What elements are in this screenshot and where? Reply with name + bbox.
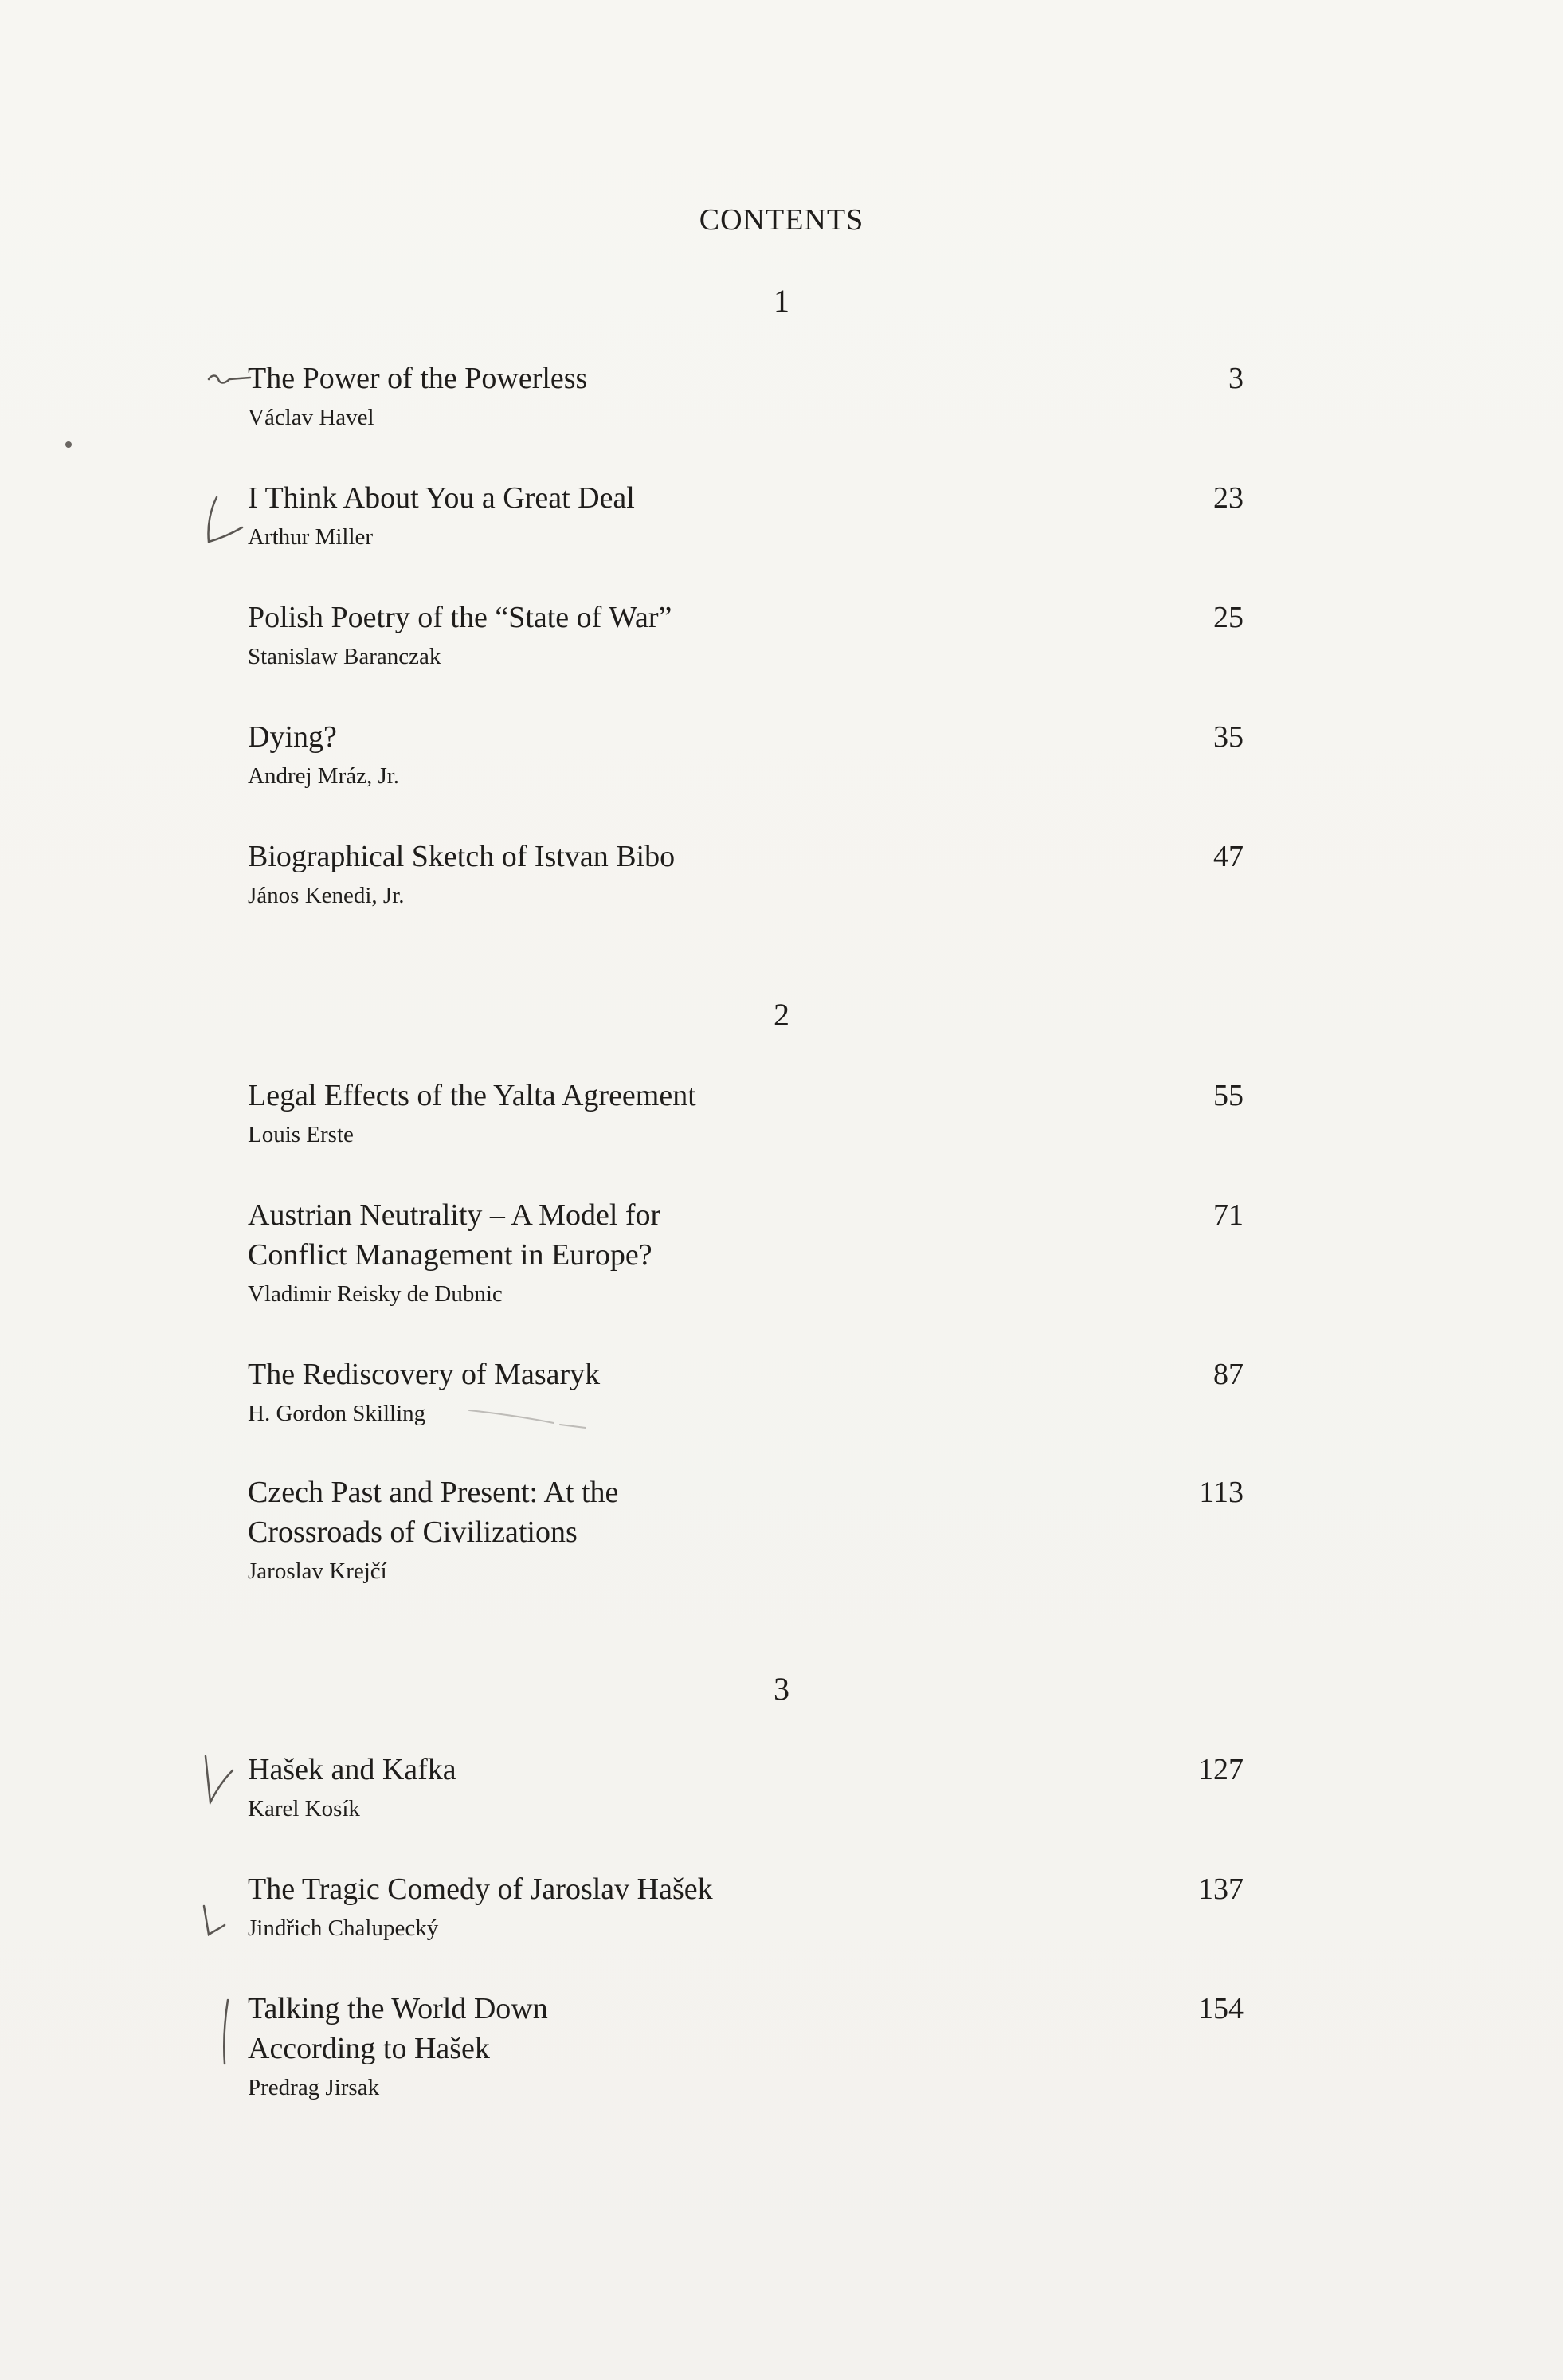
entry-author: János Kenedi, Jr. bbox=[248, 883, 405, 908]
pencil-tick-mark-icon bbox=[199, 494, 247, 550]
entry-author: Louis Erste bbox=[248, 1122, 354, 1147]
entry-page-number: 25 bbox=[1213, 601, 1244, 634]
entry-title: Legal Effects of the Yalta Agreement bbox=[248, 1079, 696, 1112]
entry-author: Václav Havel bbox=[248, 405, 374, 430]
pencil-tick-mark-icon bbox=[206, 363, 253, 395]
ink-dot-icon bbox=[64, 440, 73, 449]
entry-title: Talking the World Down According to Hašek bbox=[248, 1992, 548, 2065]
entry-title: The Rediscovery of Masaryk bbox=[248, 1358, 601, 1391]
entry-author: Predrag Jirsak bbox=[248, 2075, 380, 2100]
entry-page-number: 55 bbox=[1213, 1079, 1244, 1112]
entry-title: I Think About You a Great Deal bbox=[248, 481, 635, 515]
entry-title: The Power of the Powerless bbox=[248, 362, 588, 395]
toc-entry bbox=[248, 598, 1244, 674]
toc-entry bbox=[248, 359, 1244, 435]
entry-title: Polish Poetry of the “State of War” bbox=[248, 601, 672, 634]
entry-author: Karel Kosík bbox=[248, 1796, 360, 1821]
section-number: 1 bbox=[774, 283, 789, 319]
section-number: 3 bbox=[774, 1671, 789, 1707]
entry-author: Andrej Mráz, Jr. bbox=[248, 763, 400, 789]
toc-entry bbox=[248, 1869, 1244, 1946]
entry-page-number: 3 bbox=[1228, 362, 1244, 395]
entry-title: Dying? bbox=[248, 720, 337, 754]
entry-page-number: 35 bbox=[1213, 720, 1244, 754]
toc-entry bbox=[248, 478, 1244, 555]
entry-page-number: 127 bbox=[1198, 1753, 1244, 1786]
entry-title: Biographical Sketch of Istvan Bibo bbox=[248, 840, 676, 873]
toc-entry bbox=[248, 717, 1244, 794]
toc-entry bbox=[248, 837, 1244, 913]
pencil-tick-mark-icon bbox=[198, 1751, 237, 1807]
toc-entry bbox=[248, 1355, 1244, 1431]
entry-page-number: 23 bbox=[1213, 481, 1244, 515]
pencil-tick-mark-icon bbox=[198, 1901, 229, 1941]
toc-entry bbox=[248, 1989, 1244, 2105]
entry-author: Stanislaw Baranczak bbox=[248, 644, 441, 669]
pencil-tick-mark-icon bbox=[213, 1997, 237, 2068]
entry-page-number: 71 bbox=[1213, 1198, 1244, 1232]
toc-entry bbox=[248, 1195, 1244, 1312]
toc-entry bbox=[248, 1076, 1244, 1152]
entry-title: Austrian Neutrality – A Model for Conflict Management in Europe? bbox=[248, 1198, 661, 1272]
entry-page-number: 137 bbox=[1198, 1872, 1244, 1906]
entry-title: Hašek and Kafka bbox=[248, 1753, 456, 1786]
toc-entry bbox=[248, 1750, 1244, 1826]
entry-page-number: 154 bbox=[1198, 1992, 1244, 2025]
entry-title: The Tragic Comedy of Jaroslav Hašek bbox=[248, 1872, 713, 1906]
entry-title: Czech Past and Present: At the Crossroads of Civilizations bbox=[248, 1476, 619, 1549]
entry-page-number: 87 bbox=[1213, 1358, 1244, 1391]
entry-author: Vladimir Reisky de Dubnic bbox=[248, 1281, 503, 1307]
entry-author: Jaroslav Krejčí bbox=[248, 1559, 387, 1584]
entry-page-number: 113 bbox=[1199, 1476, 1244, 1509]
entry-page-number: 47 bbox=[1213, 840, 1244, 873]
entry-author: H. Gordon Skilling bbox=[248, 1401, 426, 1426]
toc-entry bbox=[248, 1472, 1244, 1589]
contents-heading: CONTENTS bbox=[699, 203, 864, 237]
section-number: 2 bbox=[774, 997, 789, 1033]
entry-author: Arthur Miller bbox=[248, 524, 374, 550]
entry-author: Jindřich Chalupecký bbox=[248, 1915, 439, 1941]
